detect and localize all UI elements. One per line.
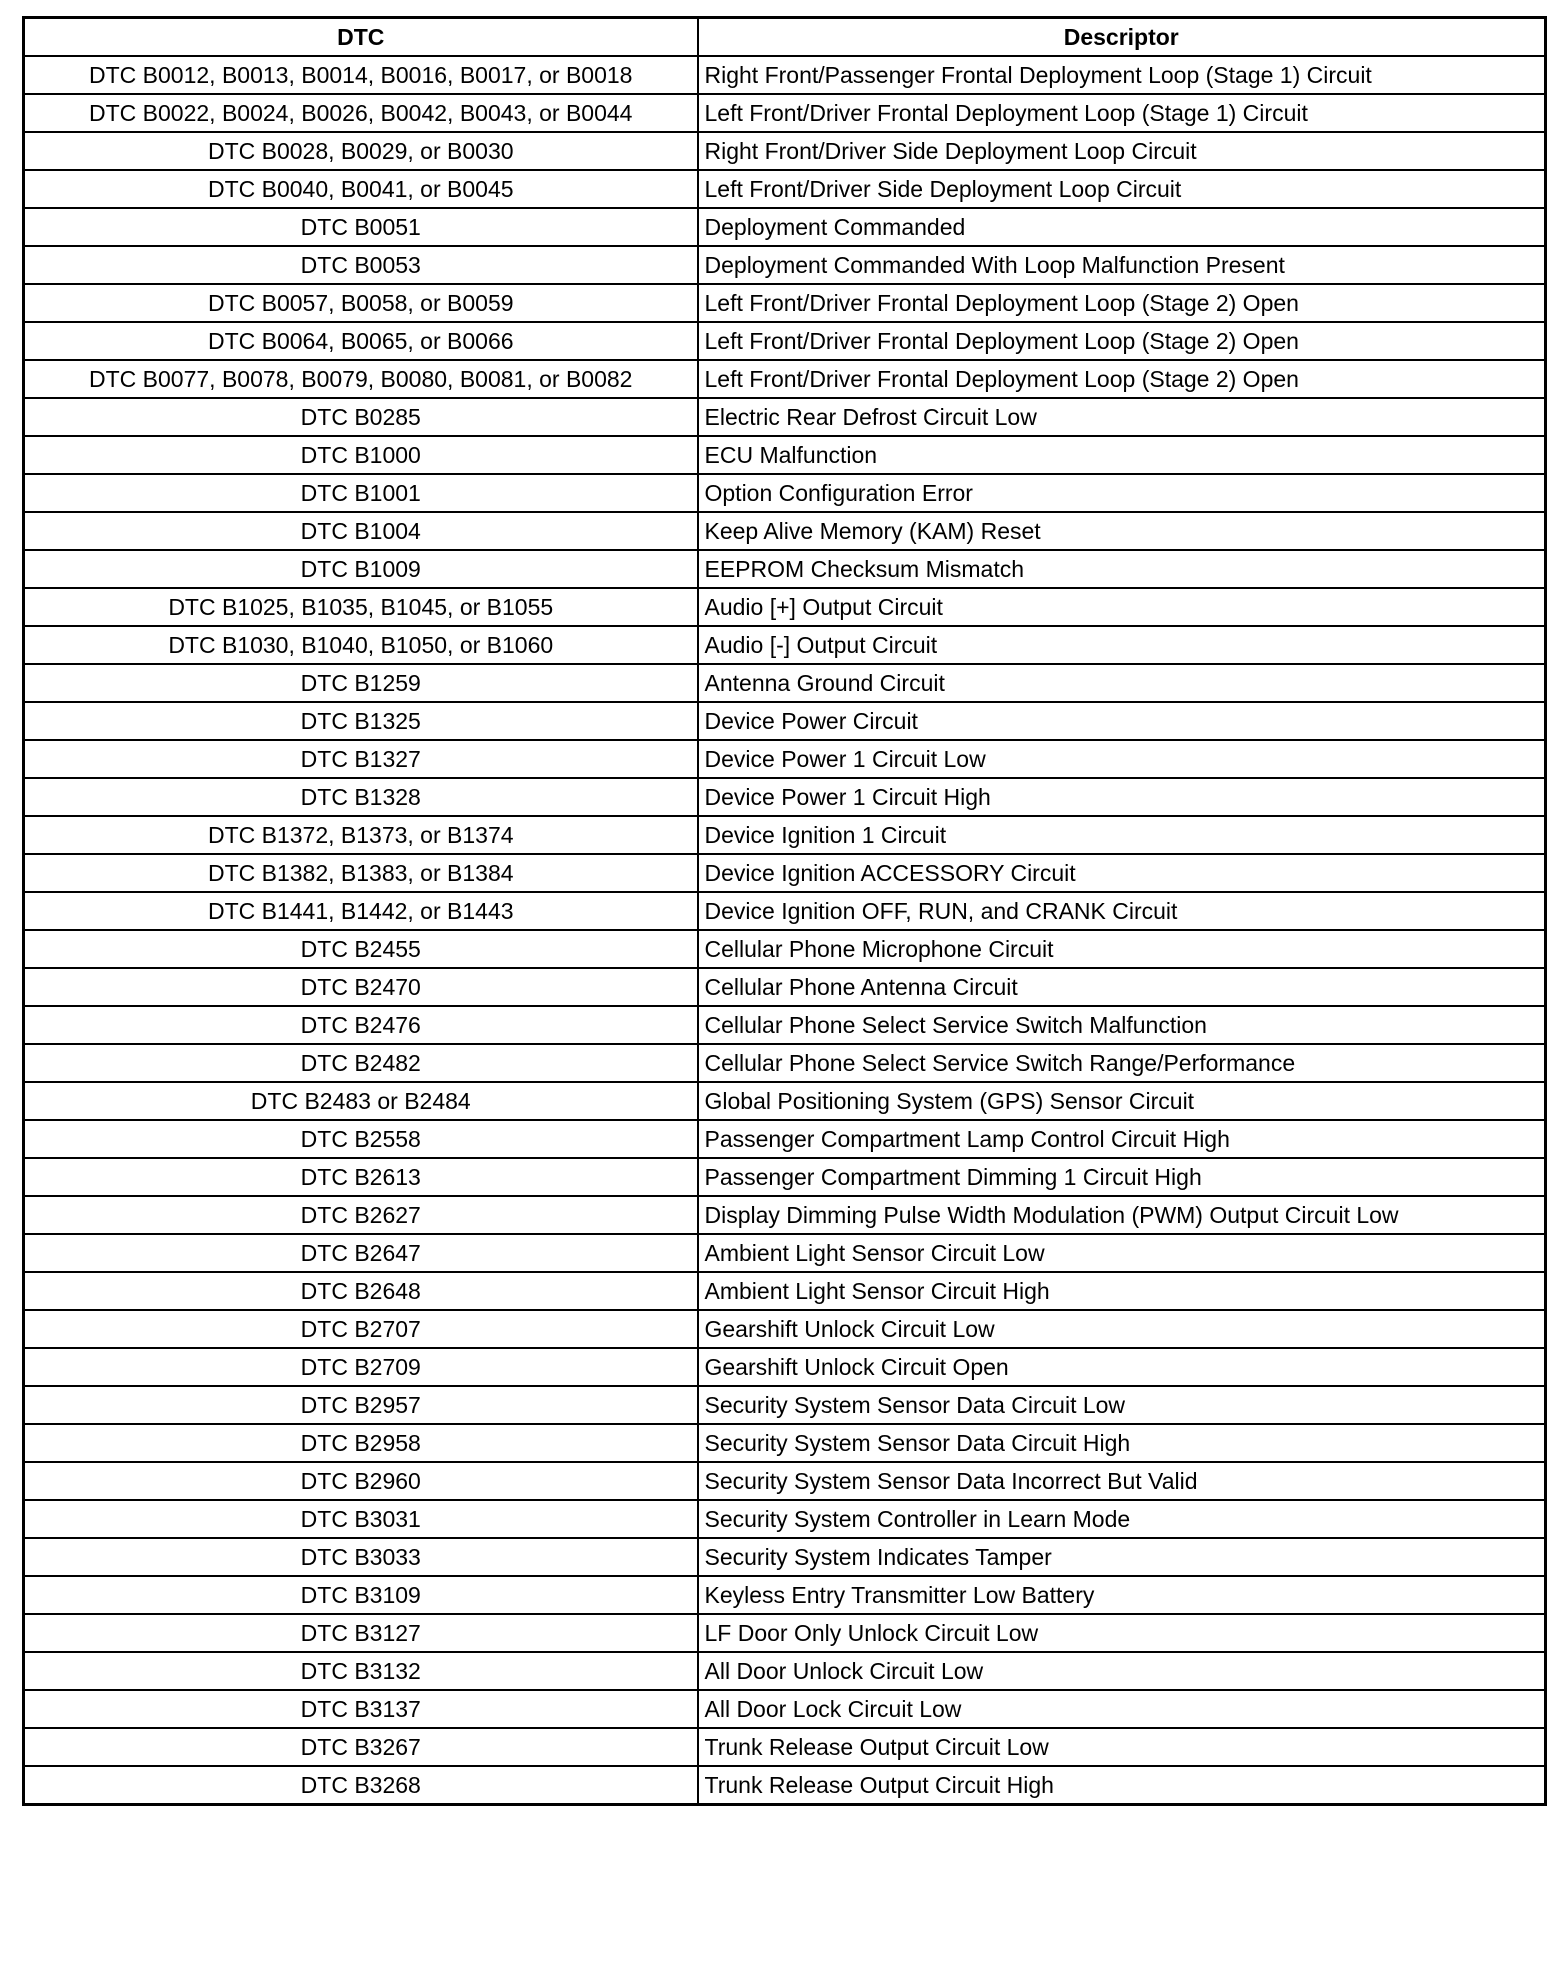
dtc-code-cell: DTC B1382, B1383, or B1384 — [24, 854, 698, 892]
descriptor-cell: Device Ignition OFF, RUN, and CRANK Circuit — [698, 892, 1546, 930]
dtc-code-cell: DTC B1030, B1040, B1050, or B1060 — [24, 626, 698, 664]
table-row — [24, 892, 1546, 930]
table-row — [24, 1234, 1546, 1272]
table-row — [24, 854, 1546, 892]
dtc-table — [22, 16, 1547, 1806]
descriptor-cell: Trunk Release Output Circuit High — [698, 1766, 1546, 1805]
table-row — [24, 1766, 1546, 1805]
descriptor-cell: Device Ignition 1 Circuit — [698, 816, 1546, 854]
dtc-code-cell: DTC B2476 — [24, 1006, 698, 1044]
dtc-code-cell: DTC B3267 — [24, 1728, 698, 1766]
dtc-code-cell: DTC B1004 — [24, 512, 698, 550]
table-row — [24, 1006, 1546, 1044]
table-row — [24, 284, 1546, 322]
dtc-code-cell: DTC B0022, B0024, B0026, B0042, B0043, or B0044 — [24, 94, 698, 132]
descriptor-cell: Trunk Release Output Circuit Low — [698, 1728, 1546, 1766]
table-row — [24, 740, 1546, 778]
descriptor-cell: Deployment Commanded With Loop Malfunction Present — [698, 246, 1546, 284]
table-row — [24, 1196, 1546, 1234]
table-row — [24, 1690, 1546, 1728]
descriptor-cell: Left Front/Driver Frontal Deployment Loop (Stage 2) Open — [698, 284, 1546, 322]
table-row — [24, 930, 1546, 968]
dtc-code-cell: DTC B2709 — [24, 1348, 698, 1386]
dtc-code-cell: DTC B3127 — [24, 1614, 698, 1652]
dtc-code-cell: DTC B0028, B0029, or B0030 — [24, 132, 698, 170]
descriptor-cell: ECU Malfunction — [698, 436, 1546, 474]
table-row — [24, 1044, 1546, 1082]
descriptor-cell: Audio [-] Output Circuit — [698, 626, 1546, 664]
descriptor-cell: Cellular Phone Select Service Switch Malfunction — [698, 1006, 1546, 1044]
descriptor-cell: LF Door Only Unlock Circuit Low — [698, 1614, 1546, 1652]
descriptor-cell: Left Front/Driver Side Deployment Loop Circuit — [698, 170, 1546, 208]
dtc-code-cell: DTC B2957 — [24, 1386, 698, 1424]
table-header-row — [24, 18, 1546, 57]
descriptor-cell: Left Front/Driver Frontal Deployment Loop (Stage 2) Open — [698, 322, 1546, 360]
table-row — [24, 94, 1546, 132]
dtc-code-cell: DTC B2455 — [24, 930, 698, 968]
descriptor-cell: Device Ignition ACCESSORY Circuit — [698, 854, 1546, 892]
dtc-code-cell: DTC B3031 — [24, 1500, 698, 1538]
dtc-code-cell: DTC B0057, B0058, or B0059 — [24, 284, 698, 322]
descriptor-cell: Device Power Circuit — [698, 702, 1546, 740]
dtc-code-cell: DTC B1001 — [24, 474, 698, 512]
table-row — [24, 1310, 1546, 1348]
table-row — [24, 550, 1546, 588]
descriptor-cell: Ambient Light Sensor Circuit High — [698, 1272, 1546, 1310]
table-row — [24, 1462, 1546, 1500]
dtc-code-cell: DTC B1372, B1373, or B1374 — [24, 816, 698, 854]
column-header-dtc: DTC — [24, 18, 698, 57]
table-row — [24, 1158, 1546, 1196]
table-row — [24, 778, 1546, 816]
dtc-code-cell: DTC B2960 — [24, 1462, 698, 1500]
descriptor-cell: All Door Unlock Circuit Low — [698, 1652, 1546, 1690]
descriptor-cell: EEPROM Checksum Mismatch — [698, 550, 1546, 588]
dtc-code-cell: DTC B1025, B1035, B1045, or B1055 — [24, 588, 698, 626]
dtc-code-cell: DTC B0077, B0078, B0079, B0080, B0081, or B0082 — [24, 360, 698, 398]
table-row — [24, 1272, 1546, 1310]
descriptor-cell: Left Front/Driver Frontal Deployment Loop (Stage 1) Circuit — [698, 94, 1546, 132]
dtc-code-cell: DTC B3109 — [24, 1576, 698, 1614]
descriptor-cell: All Door Lock Circuit Low — [698, 1690, 1546, 1728]
descriptor-cell: Keyless Entry Transmitter Low Battery — [698, 1576, 1546, 1614]
dtc-code-cell: DTC B2483 or B2484 — [24, 1082, 698, 1120]
descriptor-cell: Ambient Light Sensor Circuit Low — [698, 1234, 1546, 1272]
dtc-code-cell: DTC B3132 — [24, 1652, 698, 1690]
dtc-code-cell: DTC B1441, B1442, or B1443 — [24, 892, 698, 930]
table-row — [24, 1538, 1546, 1576]
dtc-code-cell: DTC B2958 — [24, 1424, 698, 1462]
table-row — [24, 588, 1546, 626]
table-row — [24, 1576, 1546, 1614]
descriptor-cell: Cellular Phone Microphone Circuit — [698, 930, 1546, 968]
dtc-code-cell: DTC B1259 — [24, 664, 698, 702]
descriptor-cell: Left Front/Driver Frontal Deployment Loop (Stage 2) Open — [698, 360, 1546, 398]
descriptor-cell: Security System Sensor Data Incorrect But Valid — [698, 1462, 1546, 1500]
descriptor-cell: Electric Rear Defrost Circuit Low — [698, 398, 1546, 436]
dtc-code-cell: DTC B1325 — [24, 702, 698, 740]
dtc-code-cell: DTC B2648 — [24, 1272, 698, 1310]
descriptor-cell: Display Dimming Pulse Width Modulation (PWM) Output Circuit Low — [698, 1196, 1546, 1234]
table-row — [24, 132, 1546, 170]
table-row — [24, 1424, 1546, 1462]
descriptor-cell: Audio [+] Output Circuit — [698, 588, 1546, 626]
dtc-code-cell: DTC B3268 — [24, 1766, 698, 1805]
descriptor-cell: Security System Indicates Tamper — [698, 1538, 1546, 1576]
table-row — [24, 474, 1546, 512]
table-row — [24, 1500, 1546, 1538]
table-body — [24, 56, 1546, 1805]
table-row — [24, 1082, 1546, 1120]
table-row — [24, 1652, 1546, 1690]
dtc-code-cell: DTC B2627 — [24, 1196, 698, 1234]
dtc-code-cell: DTC B2482 — [24, 1044, 698, 1082]
table-row — [24, 664, 1546, 702]
descriptor-cell: Cellular Phone Antenna Circuit — [698, 968, 1546, 1006]
table-row — [24, 626, 1546, 664]
descriptor-cell: Device Power 1 Circuit High — [698, 778, 1546, 816]
dtc-code-cell: DTC B0285 — [24, 398, 698, 436]
table-row — [24, 398, 1546, 436]
table-row — [24, 702, 1546, 740]
dtc-code-cell: DTC B0051 — [24, 208, 698, 246]
dtc-code-cell: DTC B3137 — [24, 1690, 698, 1728]
table-row — [24, 360, 1546, 398]
dtc-code-cell: DTC B1327 — [24, 740, 698, 778]
table-row — [24, 1348, 1546, 1386]
table-row — [24, 968, 1546, 1006]
descriptor-cell: Right Front/Passenger Frontal Deployment Loop (Stage 1) Circuit — [698, 56, 1546, 94]
dtc-code-cell: DTC B0040, B0041, or B0045 — [24, 170, 698, 208]
table-row — [24, 56, 1546, 94]
descriptor-cell: Cellular Phone Select Service Switch Range/Performance — [698, 1044, 1546, 1082]
dtc-code-cell: DTC B3033 — [24, 1538, 698, 1576]
dtc-code-cell: DTC B0064, B0065, or B0066 — [24, 322, 698, 360]
descriptor-cell: Security System Controller in Learn Mode — [698, 1500, 1546, 1538]
descriptor-cell: Gearshift Unlock Circuit Low — [698, 1310, 1546, 1348]
dtc-code-cell: DTC B2613 — [24, 1158, 698, 1196]
table-row — [24, 322, 1546, 360]
column-header-descriptor: Descriptor — [698, 18, 1546, 57]
descriptor-cell: Security System Sensor Data Circuit Low — [698, 1386, 1546, 1424]
descriptor-cell: Passenger Compartment Lamp Control Circuit High — [698, 1120, 1546, 1158]
table-row — [24, 208, 1546, 246]
descriptor-cell: Security System Sensor Data Circuit High — [698, 1424, 1546, 1462]
table-row — [24, 1120, 1546, 1158]
table-row — [24, 1728, 1546, 1766]
descriptor-cell: Keep Alive Memory (KAM) Reset — [698, 512, 1546, 550]
dtc-code-cell: DTC B0053 — [24, 246, 698, 284]
dtc-code-cell: DTC B2470 — [24, 968, 698, 1006]
dtc-code-cell: DTC B2558 — [24, 1120, 698, 1158]
descriptor-cell: Gearshift Unlock Circuit Open — [698, 1348, 1546, 1386]
table-row — [24, 816, 1546, 854]
descriptor-cell: Option Configuration Error — [698, 474, 1546, 512]
table-row — [24, 170, 1546, 208]
dtc-code-cell: DTC B2647 — [24, 1234, 698, 1272]
dtc-code-cell: DTC B1000 — [24, 436, 698, 474]
descriptor-cell: Deployment Commanded — [698, 208, 1546, 246]
descriptor-cell: Global Positioning System (GPS) Sensor Circuit — [698, 1082, 1546, 1120]
descriptor-cell: Right Front/Driver Side Deployment Loop Circuit — [698, 132, 1546, 170]
table-row — [24, 436, 1546, 474]
descriptor-cell: Antenna Ground Circuit — [698, 664, 1546, 702]
table-row — [24, 1614, 1546, 1652]
dtc-code-cell: DTC B1328 — [24, 778, 698, 816]
dtc-code-cell: DTC B0012, B0013, B0014, B0016, B0017, or B0018 — [24, 56, 698, 94]
descriptor-cell: Passenger Compartment Dimming 1 Circuit High — [698, 1158, 1546, 1196]
dtc-code-cell: DTC B2707 — [24, 1310, 698, 1348]
descriptor-cell: Device Power 1 Circuit Low — [698, 740, 1546, 778]
table-row — [24, 512, 1546, 550]
table-row — [24, 246, 1546, 284]
dtc-code-cell: DTC B1009 — [24, 550, 698, 588]
table-row — [24, 1386, 1546, 1424]
